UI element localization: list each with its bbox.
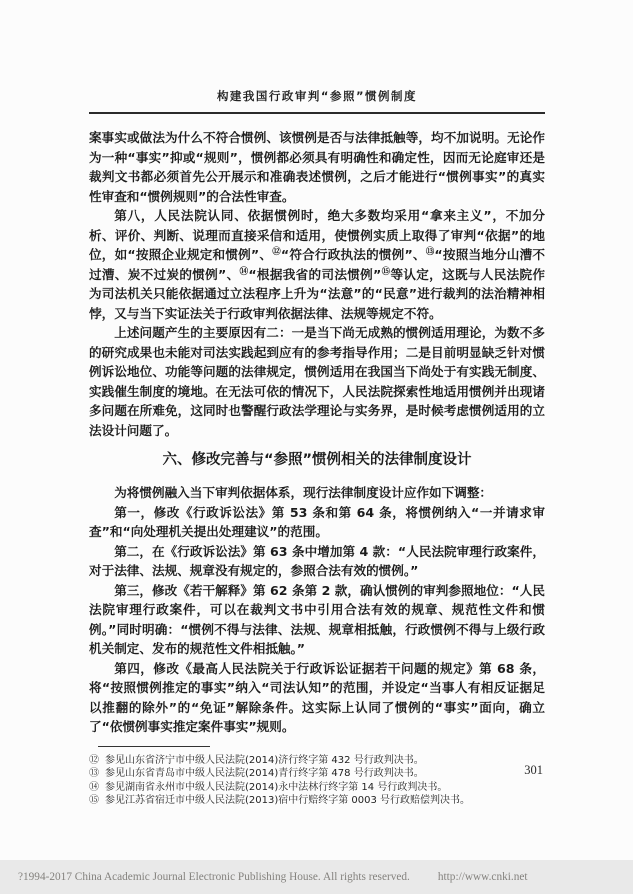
- footnote: [89, 794, 545, 808]
- section-heading: 六、修改完善与“参照”惯例相关的法律制度设计: [162, 452, 472, 468]
- paragraph: [89, 206, 545, 323]
- footnote-marker: ⑮: [89, 795, 99, 807]
- paragraph-text: 第二，在《行政诉讼法》第 63 条中增加第 4 款：“人民法院审理行政案件，对于法律、法规、规章没有规定的，参照合法有效的惯例。”: [89, 543, 545, 578]
- footnote-text: 参见山东省济宁市中级人民法院(2014)济行终字第 432 号行政判决书。: [105, 754, 424, 766]
- footnote: [89, 754, 545, 768]
- paragraph-text: 第三，修改《若干解释》第 62 条第 2 款，确认惯例的审判参照地位：“人民法院审理行政案件，可以在裁判文书中引用合法有效的规章、规范性文件和惯例。”同时明确：“惯例不得与法律、法规、规章相抵触，行政惯例不得与上级行政机关制定、发布的规范性文件相抵触。”: [89, 582, 545, 656]
- paragraph-text: 第一，修改《行政诉讼法》第 53 条和第 64 条，将惯例纳入“一并请求审查”和“向处理机关提出处理建议”的范围。: [89, 504, 545, 539]
- article-body: [89, 128, 545, 737]
- cnki-url: http://www.cnki.net: [437, 871, 528, 883]
- paragraph: [89, 659, 545, 737]
- paragraph: [89, 323, 545, 440]
- footnote-ref: ⑫: [272, 246, 281, 257]
- footnotes-section: [89, 754, 545, 808]
- footnote-marker: ⑫: [89, 754, 99, 766]
- running-head-title: 构建我国行政审判“参照”惯例制度: [216, 89, 418, 103]
- footnote-text: 参见山东省青岛市中级人民法院(2014)青行终字第 478 号行政判决书。: [105, 768, 424, 780]
- paragraph: [89, 581, 545, 659]
- paragraph-text: 第四，修改《最高人民法院关于行政诉讼证据若干问题的规定》第 68 条，将“按照惯例推定的事实”纳入“司法认知”的范围，并设定“当事人有相反证据足以推翻的除外”的“免证”解除条件。这实际上认同了惯例的“事实”面向，确立了“依惯例事实推定案件事实”规则。: [89, 660, 545, 734]
- footnote-marker: ⑬: [89, 768, 99, 780]
- footnote: [89, 781, 545, 795]
- paragraph-text: 第八，人民法院认同、依据惯例时，绝大多数均采用“拿来主义”，不加分析、评价、判断、说理而直接采信和适用，使惯例实质上取得了审判“依据”的地位，如“按照企业规定和惯例”、: [89, 208, 545, 262]
- paragraph: [89, 483, 545, 503]
- footnote-ref: ⑮: [381, 266, 391, 277]
- footnote-text: 参见湖南省永州市中级人民法院(2014)永中法林行终字第 14 号行政判决书。: [105, 781, 448, 793]
- footnote-ref: ⑬: [425, 246, 435, 257]
- paragraph-text: “符合行政执法的惯例”、: [280, 247, 426, 262]
- paragraph-text: 案事实或做法为什么不符合惯例、该惯例是否与法律抵触等，均不加说明。无论作为一种“事实”抑或“规则”，惯例都必须具有明确性和确定性，因而无论庭审还是裁判文书都必须首先公开展示和准确表述惯例，之后才能进行“惯例事实”的真实性审查和“惯例规则”的合法性审查。: [89, 130, 545, 204]
- paragraph-text: 上述问题产生的主要原因有二：一是当下尚无成熟的惯例适用理论，为数不多的研究成果也未能对司法实践起到应有的参考指导作用；二是目前明显缺乏针对惯例诉讼地位、功能等问题的法律规定，惯例适用在我国当下尚处于有实践无制度、实践催生制度的境地。在无法可依的情况下，人民法院探索性地适用惯例并出现诸多问题在所难免，这同时也警醒行政法学理论与实务界，是时候考虑惯例适用的立法设计问题了。: [89, 325, 545, 438]
- header-rule: [89, 112, 545, 114]
- paragraph: [89, 542, 545, 581]
- copyright-text: ?1994-2017 China Academic Journal Electronic Publishing House. All rights reserved.: [18, 871, 410, 883]
- footnote-ref: ⑭: [239, 266, 249, 277]
- footnote-separator: [98, 746, 210, 747]
- cnki-footer: [0, 860, 633, 894]
- paragraph: [89, 503, 545, 542]
- paragraph-text: 等认定，这既与人民法院作为司法机关只能依据通过立法程序上升为“法意”的“民意”进行裁判的法治精神相悖，又与当下实证法关于行政审判依据法律、法规等规定不符。: [89, 266, 545, 321]
- footnote-text: 参见江苏省宿迁市中级人民法院(2013)宿中行赔终字第 0003 号行政赔偿判决书。: [105, 795, 471, 807]
- paragraph-text: 为将惯例融入当下审判依据体系，现行法律制度设计应作如下调整：: [114, 485, 492, 500]
- footnote: [89, 767, 545, 781]
- paragraph-text: “按照当地分山漕不过漕、炭不过炭的惯例”、: [89, 247, 545, 282]
- page-number: 301: [524, 763, 543, 777]
- paragraph: [89, 128, 545, 206]
- paragraph-text: “根据我省的司法惯例”: [248, 266, 382, 282]
- footnote-marker: ⑭: [89, 781, 99, 793]
